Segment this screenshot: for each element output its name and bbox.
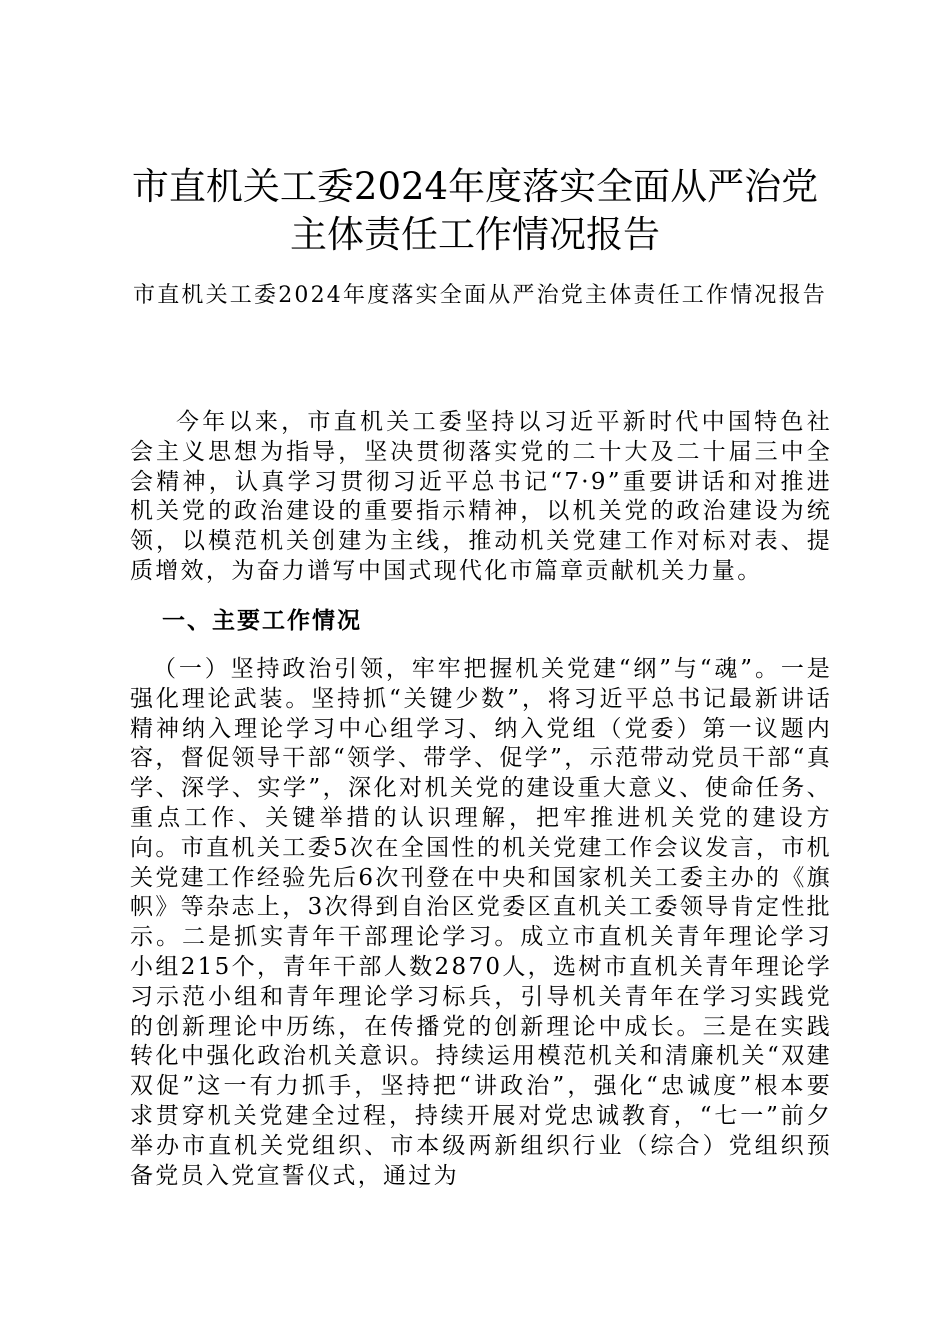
intro-paragraph: 今年以来，市直机关工委坚持以习近平新时代中国特色社会主义思想为指导，坚决贯彻落实党的二十大及二十届三中全会精神，认真学习贯彻习近平总书记“7·9”重要讲话和对推进机关党的政治建设的重要指示精神，以机关党的政治建设为统领，以模范机关创建为主线，推动机关党建工作对标对表、提质增效，为奋力谱写中国式现代化市篇章贡献机关力量。 (130, 409, 832, 584)
document-title: 市直机关工委2024年度落实全面从严治党主体责任工作情况报告 (131, 165, 819, 256)
section-heading: 一、主要工作情况 (162, 608, 362, 634)
document-subtitle: 市直机关工委2024年度落实全面从严治党主体责任工作情况报告 (133, 283, 827, 308)
section-paragraph: （一）坚持政治引领，牢牢把握机关党建“纲”与“魂”。一是强化理论武装。坚持抓“关键少数”，将习近平总书记最新讲话精神纳入理论学习中心组学习、纳入党组（党委）第一议题内容，督促领导干部“领学、带学、促学”，示范带动党员干部“真学、深学、实学”，深化对机关党的建设重大意义、使命任务、重点工作、关键举措的认识理解，把牢推进机关党的建设方向。市直机关工委5次在全国性的机关党建工作会议发言，市机关党建工作经验先后6次刊登在中央和国家机关工委主办的《旗帜》等杂志上，3次得到自治区党委区直机关工委领导肯定性批示。二是抓实青年干部理论学习。成立市直机关青年理论学习小组215个，青年干部人数2870人，选树市直机关青年理论学习示范小组和青年理论学习标兵，引导机关青年在学习实践党的创新理论中历练，在传播党的创新理论中成长。三是在实践转化中强化政治机关意识。持续运用模范机关和清廉机关“双建双促”这一有力抓手，坚持把“讲政治”，强化“忠诚度”根本要求贯穿机关党建全过程，持续开展对党忠诚教育，“七一”前夕举办市直机关党组织、市本级两新组织行业（综合）党组织预备党员入党宣誓仪式，通过为 (130, 656, 832, 1189)
